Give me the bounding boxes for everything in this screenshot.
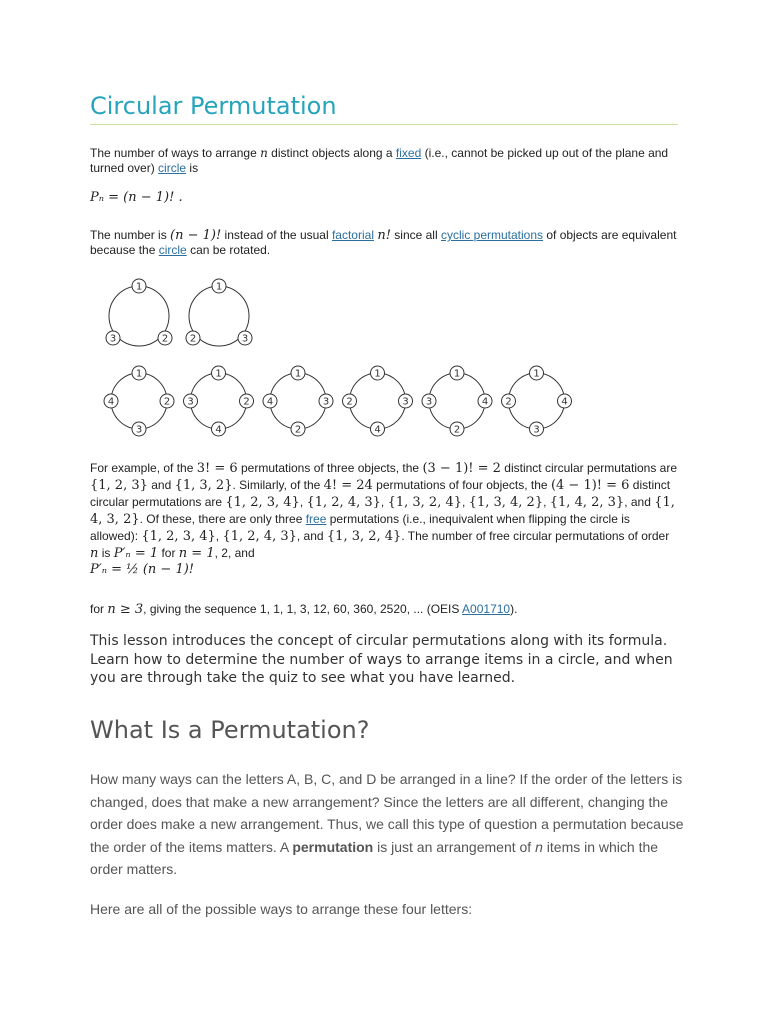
math: {1, 3, 2, 4} xyxy=(326,529,402,544)
node-label: 2 xyxy=(505,396,512,408)
circle-node xyxy=(132,422,146,436)
node-label: 1 xyxy=(215,281,223,293)
circle-node xyxy=(530,422,544,436)
text: , and xyxy=(296,529,327,543)
term-permutation: permutation xyxy=(292,838,374,855)
math: n = 1 xyxy=(178,546,215,561)
circle-node xyxy=(478,394,492,408)
three-object-circle xyxy=(106,279,172,346)
circular-permutation-diagram xyxy=(95,278,585,443)
node-label: 4 xyxy=(107,396,115,408)
node-label: 3 xyxy=(135,424,143,436)
arrangement-ring xyxy=(509,373,568,429)
text: is just an arrangement of xyxy=(373,838,536,855)
math: {1, 2, 3, 4} xyxy=(141,529,216,544)
circle-node xyxy=(158,331,172,345)
circle-node xyxy=(371,366,385,380)
circle-node xyxy=(132,279,146,293)
circle-node xyxy=(399,394,413,408)
circle-node xyxy=(530,366,544,380)
node-label: 3 xyxy=(402,396,409,408)
math: {1, 4, 2, 3} xyxy=(549,495,625,510)
node-label: 1 xyxy=(374,368,381,380)
math: {1, 3, 2} xyxy=(174,478,233,493)
circle-node xyxy=(160,394,174,408)
four-object-circle xyxy=(502,366,572,436)
link-circle[interactable]: circle xyxy=(158,161,187,175)
circle-node xyxy=(450,366,464,380)
node-label: 3 xyxy=(533,424,540,436)
circle-node xyxy=(263,394,277,408)
math: {1, 2, 4, 3} xyxy=(306,495,381,510)
node-label: 2 xyxy=(163,396,171,408)
circle-node xyxy=(343,394,357,408)
text: is xyxy=(186,161,199,175)
text: , 2, and xyxy=(214,546,255,560)
lesson-intro: This lesson introduces the concept of circular permutations along with its formula. Learn how to determine the number of ways to arrange items in a circle, and when you are through take the quiz to see what you have learned. xyxy=(90,633,673,686)
text: is xyxy=(98,546,114,560)
sequence-paragraph xyxy=(90,602,680,617)
node-label: 1 xyxy=(533,368,540,380)
circle-node xyxy=(186,331,200,345)
math-n: n xyxy=(260,146,268,160)
node-label: 3 xyxy=(187,396,194,408)
arrangement-ring xyxy=(350,373,409,429)
circle-node xyxy=(291,422,305,436)
node-label: 3 xyxy=(322,396,330,408)
circle-node xyxy=(132,366,146,380)
circle-node xyxy=(558,394,572,408)
link-factorial[interactable]: factorial xyxy=(331,228,374,242)
math: n! xyxy=(377,228,391,243)
four-object-circle xyxy=(422,366,492,436)
text: for xyxy=(158,546,179,560)
link-oeis[interactable]: A001710 xyxy=(462,602,511,616)
node-label: 1 xyxy=(135,368,143,380)
text: . Similarly, of the xyxy=(232,478,324,492)
node-label: 4 xyxy=(215,424,222,436)
node-label: 1 xyxy=(215,368,222,380)
circle-node xyxy=(238,331,252,345)
three-object-circle xyxy=(186,279,252,346)
math: P′ₙ = 1 xyxy=(113,546,159,561)
math: 3! = 6 xyxy=(196,461,238,476)
arrangement-ring xyxy=(111,373,167,429)
circle-node xyxy=(319,394,333,408)
math: {1, 2, 4, 3} xyxy=(222,529,297,544)
node-label: 2 xyxy=(243,396,250,408)
title-divider xyxy=(90,124,678,125)
link-fixed[interactable]: fixed xyxy=(395,146,422,160)
text: How many ways can the letters A, B, C, and D be arranged in a line? If the order of the letters is changed, does that make a new arrangement? Since the letters are all different, changing the order does make a new arrangement. Thus, we call this type of question a permutation because the order of the items matters. A xyxy=(90,771,684,855)
page-title: Circular Permutation xyxy=(90,92,337,120)
circle-node xyxy=(422,394,436,408)
node-label: 3 xyxy=(109,333,117,345)
circle-node xyxy=(104,394,118,408)
math: 4! = 24 xyxy=(323,478,373,493)
text: can be rotated. xyxy=(186,243,271,257)
text: . The number of free circular permutations of order xyxy=(401,529,670,543)
node-label: 2 xyxy=(346,396,353,408)
arrangement-paragraph: Here are all of the possible ways to arrange these four letters: xyxy=(90,901,473,917)
node-label: 2 xyxy=(294,424,302,436)
circle-node xyxy=(184,394,198,408)
arrangement-ring xyxy=(270,373,326,429)
math: {1, 2, 3, 4} xyxy=(225,495,300,510)
link-circle-2[interactable]: circle xyxy=(158,243,187,257)
node-label: 3 xyxy=(425,396,433,408)
text: distinct objects along a xyxy=(267,146,396,160)
circle-node xyxy=(212,422,226,436)
circle-node xyxy=(502,394,516,408)
text: permutations of three objects, the xyxy=(237,461,423,475)
text: , and xyxy=(624,495,655,509)
link-free[interactable]: free xyxy=(305,512,327,526)
arrangement-ring xyxy=(191,373,250,429)
circle-node xyxy=(240,394,254,408)
circle-node xyxy=(450,422,464,436)
section-heading: What Is a Permutation? xyxy=(90,716,370,744)
formula-free: P′ₙ = ½ (n − 1)! xyxy=(90,562,195,577)
permutation-paragraph xyxy=(90,768,690,881)
four-object-circle xyxy=(104,366,174,436)
text: permutations (i.e., inequivalent when flipping the circle is allowed): xyxy=(90,512,630,543)
text: (i.e., cannot be picked up out of the plane and turned over) xyxy=(90,146,669,175)
variable-n: n xyxy=(535,838,543,855)
text: items in which the order matters. xyxy=(90,838,659,877)
node-label: 1 xyxy=(135,281,143,293)
text: . Of these, there are only three xyxy=(139,512,306,526)
node-label: 2 xyxy=(161,333,169,345)
text: The number of ways to arrange xyxy=(90,146,261,160)
text: distinct circular permutations are xyxy=(90,478,671,509)
math: (n − 1)! xyxy=(170,228,222,243)
text: For example, of the xyxy=(90,461,197,475)
four-object-circle xyxy=(263,366,333,436)
four-object-circle xyxy=(184,366,254,436)
text: since all xyxy=(390,228,441,242)
math: n ≥ 3 xyxy=(107,602,144,617)
formula-circular: Pₙ = (n − 1)! . xyxy=(90,190,183,205)
math: {1, 2, 3} xyxy=(90,478,148,493)
node-label: 3 xyxy=(241,333,249,345)
link-cyclic-permutations[interactable]: cyclic permutations xyxy=(440,228,544,242)
node-label: 4 xyxy=(374,424,381,436)
node-label: 4 xyxy=(481,396,489,408)
text: for xyxy=(90,602,108,616)
text: permutations of four objects, the xyxy=(372,478,551,492)
node-label: 4 xyxy=(561,396,568,408)
circle-node xyxy=(212,279,226,293)
node-label: 2 xyxy=(189,333,197,345)
four-object-circle xyxy=(343,366,413,436)
circle-node xyxy=(371,422,385,436)
arrangement-ring xyxy=(429,373,485,429)
math: {1, 3, 2, 4} xyxy=(387,495,462,510)
circle-node xyxy=(106,331,120,345)
math: n xyxy=(90,546,99,561)
text: instead of the usual xyxy=(221,228,332,242)
text: , giving the sequence 1, 1, 1, 3, 12, 60, 360, 2520, ... (OEIS xyxy=(143,602,463,616)
node-label: 1 xyxy=(294,368,302,380)
explanation-paragraph xyxy=(90,228,680,258)
math: (4 − 1)! = 6 xyxy=(550,478,630,493)
text: ). xyxy=(510,602,518,616)
math: (3 − 1)! = 2 xyxy=(422,461,501,476)
math: {1, 4, 3, 2} xyxy=(90,495,675,527)
circle-node xyxy=(212,366,226,380)
text: and xyxy=(147,478,175,492)
text: The number is xyxy=(90,228,171,242)
node-label: 2 xyxy=(453,424,461,436)
text: distinct circular permutations are xyxy=(500,461,678,475)
text: of objects are equivalent because the xyxy=(90,228,677,257)
example-paragraph: For example, of the 3! = 6 permutations of three objects, the (3 − 1)! = 2 distinct circular permutations are {1, 2, 3} and {1, 3, 2}. Similarly, of the 4! = 24 permutations of four objects, the (4 − 1)! = 6 distinct circular permutations are {1, 2, 3, 4}, {1, 2, 4, 3}, {1, 3, 2, 4}, {1, 3, 4, 2}, {1, 4, 2, 3}, and {1, 4, 3, 2}. Of these, there are only three free permutations (i.e., inequivalent when flipping the circle is allowed): {1, 2, 3, 4}, {1, 2, 4, 3}, and {1, 3, 2, 4}. The number of free circular permutations of order n is P′ₙ = 1 for n = 1, 2, and xyxy=(90,461,678,561)
definition-paragraph xyxy=(90,146,680,176)
circle-node xyxy=(291,366,305,380)
node-label: 4 xyxy=(266,396,274,408)
math: {1, 3, 4, 2} xyxy=(468,495,544,510)
node-label: 1 xyxy=(453,368,461,380)
